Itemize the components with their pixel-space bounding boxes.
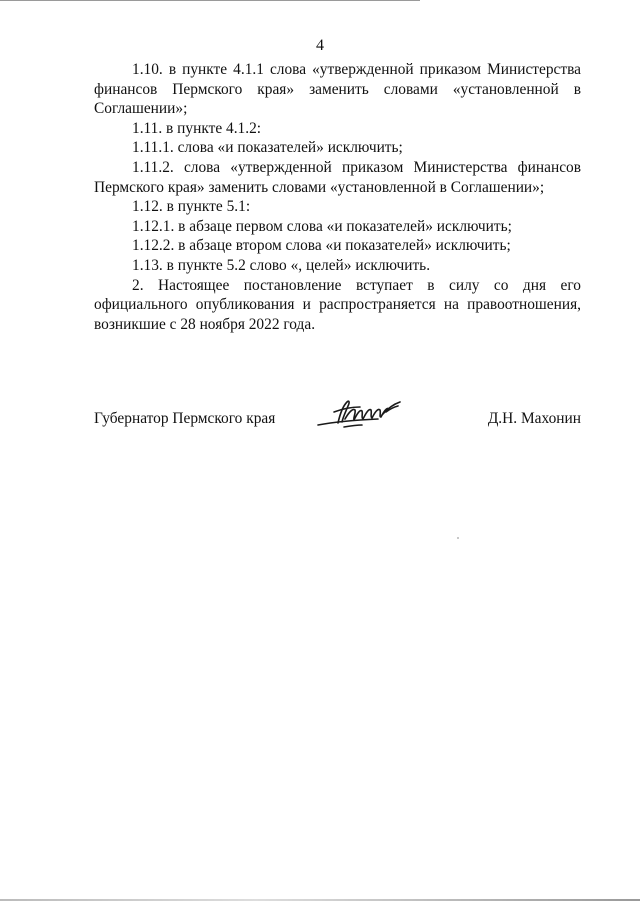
scan-edge-bottom (0, 899, 640, 901)
paragraph-1-11-1: 1.11.1. слова «и показателей» исключить; (132, 139, 403, 157)
page-number: 4 (316, 37, 324, 54)
document-body (94, 60, 581, 334)
signatory-name: Д.Н. Махонин (487, 410, 581, 427)
handwritten-signature-icon (316, 398, 412, 432)
signatory-position: Губернатор Пермского края (94, 410, 276, 427)
scan-edge-top (0, 0, 420, 1)
paragraph-1-12: 1.12. в пункте 5.1: (132, 198, 251, 216)
scan-speck (457, 537, 459, 539)
paragraph-1-12-2: 1.12.2. в абзаце втором слова «и показателей» исключить; (132, 237, 511, 255)
paragraph-2: 2. Настоящее постановление вступает в силу со дня его официального опубликования и распространяется на правоотношения, возникшие с 28 ноября 2022 года. (94, 276, 581, 333)
paragraph-1-11-2: 1.11.2. слова «утвержденной приказом Министерства финансов Пермского края» заменить словами «установленной в Соглашении»; (94, 158, 581, 196)
paragraph-1-10: 1.10. в пункте 4.1.1 слова «утвержденной приказом Министерства финансов Пермского края» заменить словами «установленной в Соглашении»; (94, 61, 581, 118)
paragraph-1-11: 1.11. в пункте 4.1.2: (132, 119, 262, 137)
paragraph-1-13: 1.13. в пункте 5.2 слово «, целей» исключить. (132, 256, 431, 274)
signature-block (94, 404, 581, 444)
paragraph-1-12-1: 1.12.1. в абзаце первом слова «и показателей» исключить; (132, 217, 512, 235)
